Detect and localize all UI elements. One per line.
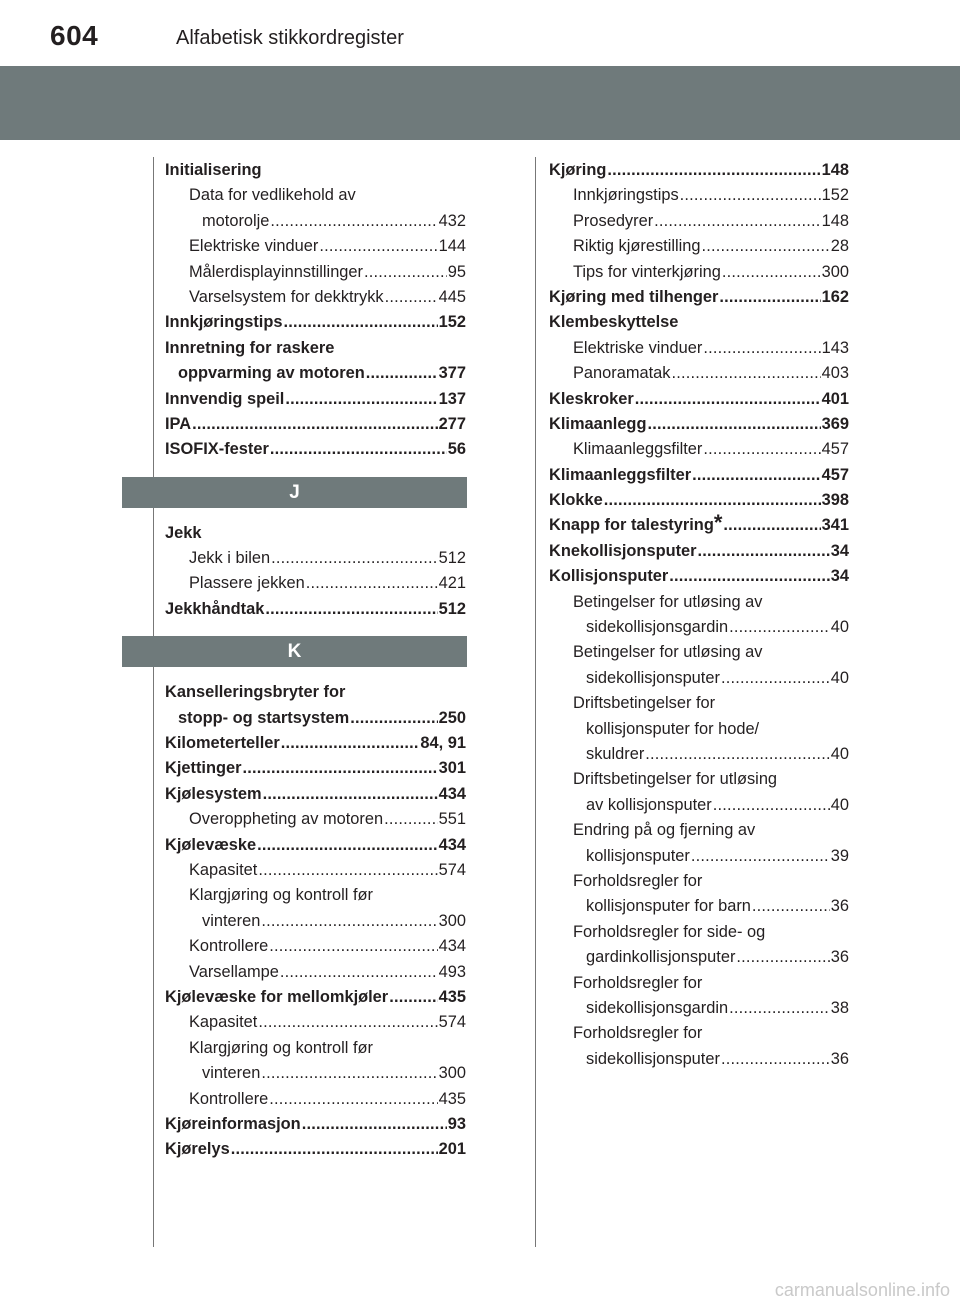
page-ref: 512 — [438, 549, 466, 568]
index-term: Jekkhåndtak — [165, 599, 265, 618]
dot-leader — [722, 260, 821, 285]
page-number: 604 — [50, 20, 99, 51]
page-ref: 148 — [821, 161, 849, 179]
dot-leader — [261, 1061, 437, 1086]
index-term: Riktig kjørestilling — [573, 237, 701, 256]
index-entry — [165, 680, 466, 705]
index-entry — [549, 615, 849, 640]
index-entry — [165, 209, 466, 234]
index-term: Driftsbetingelser for utløsing — [573, 770, 778, 789]
dot-leader — [270, 437, 447, 462]
index-term: Forholdsregler for — [573, 871, 703, 890]
page-ref: 40 — [830, 668, 849, 687]
page-ref: 551 — [438, 810, 466, 829]
index-entry — [165, 521, 466, 546]
header-title: Alfabetisk stikkordregister — [176, 27, 404, 49]
page-ref: 84, 91 — [420, 734, 466, 753]
page-ref: 36 — [830, 948, 849, 967]
page-ref: 143 — [821, 338, 849, 357]
index-entry — [165, 260, 466, 285]
index-term: Kjettinger — [165, 759, 242, 778]
index-term: Klimaanleggsfilter — [573, 440, 703, 459]
page-ref: 401 — [821, 389, 849, 408]
section-letter-k: K — [122, 636, 467, 667]
index-term: Prosedyrer — [573, 211, 654, 230]
section-letter-j: J — [122, 477, 467, 508]
dot-leader — [263, 782, 438, 807]
index-entry — [165, 387, 466, 412]
dot-leader — [647, 412, 820, 437]
column-divider-left — [153, 157, 154, 1247]
index-term: Betingelser for utløsing av — [573, 643, 763, 662]
page-ref: 435 — [438, 987, 466, 1006]
dot-leader — [645, 742, 829, 767]
index-entry — [549, 640, 849, 665]
page-ref: 300 — [438, 911, 466, 930]
index-term: Kleskroker — [549, 389, 634, 408]
dot-leader — [364, 260, 447, 285]
index-entry — [549, 412, 849, 437]
index-entry — [549, 894, 849, 919]
page-ref: 512 — [438, 599, 466, 618]
index-entry — [549, 717, 849, 742]
index-entry — [549, 793, 849, 818]
dot-leader — [607, 158, 820, 183]
index-entry — [165, 706, 466, 731]
index-term: Kontrollere — [189, 1089, 269, 1108]
index-term: Endring på og fjerning av — [573, 821, 756, 840]
index-entry — [165, 756, 466, 781]
page-ref: 277 — [438, 414, 466, 433]
index-term: IPA — [165, 414, 192, 433]
dot-leader — [389, 985, 437, 1010]
dot-leader — [669, 564, 829, 589]
dot-leader — [719, 285, 820, 310]
dot-leader — [702, 234, 830, 259]
dot-leader — [243, 756, 438, 781]
dot-leader — [604, 488, 821, 513]
page-ref: 40 — [830, 744, 849, 763]
dot-leader — [257, 833, 438, 858]
index-entry — [165, 310, 466, 335]
page-ref: 457 — [821, 440, 849, 459]
page-ref: 377 — [438, 364, 466, 383]
page-ref: 137 — [438, 389, 466, 408]
index-entry — [549, 336, 849, 361]
dot-leader — [281, 731, 420, 756]
page-ref: 36 — [830, 1049, 849, 1068]
dot-leader — [654, 209, 820, 234]
index-term: Kontrollere — [189, 937, 269, 956]
dot-leader — [698, 539, 830, 564]
index-entry — [549, 539, 849, 564]
dot-leader — [692, 463, 821, 488]
dot-leader — [261, 909, 437, 934]
page-ref: 152 — [821, 186, 849, 205]
index-term: Data for vedlikehold av — [189, 186, 356, 205]
index-entry — [549, 463, 849, 488]
index-entry — [165, 731, 466, 756]
index-term: gardinkollisjonsputer — [586, 948, 736, 967]
index-entry — [549, 742, 849, 767]
index-term: Initialisering — [165, 161, 262, 179]
page-ref: 250 — [438, 708, 466, 727]
page-ref: 432 — [438, 211, 466, 230]
page-ref: 493 — [438, 962, 466, 981]
index-entry — [549, 590, 849, 615]
index-entry — [165, 412, 466, 437]
index-entry — [549, 361, 849, 386]
dot-leader — [680, 183, 821, 208]
watermark: carmanualsonline.info — [774, 1280, 950, 1300]
page-ref: 341 — [821, 516, 849, 535]
index-entry — [549, 209, 849, 234]
dot-leader — [302, 1112, 447, 1137]
index-term: Elektriske vinduer — [189, 237, 319, 256]
page-ref: 152 — [438, 313, 466, 332]
index-term: Panoramatak — [573, 364, 671, 383]
page-ref: 162 — [821, 287, 849, 306]
index-term: Betingelser for utløsing av — [573, 592, 763, 611]
dot-leader — [723, 513, 820, 538]
index-entry — [165, 361, 466, 386]
index-entry — [165, 960, 466, 985]
index-entry — [549, 996, 849, 1021]
page-ref: 300 — [821, 262, 849, 281]
index-entry — [549, 818, 849, 843]
index-entry — [165, 1036, 466, 1061]
dot-leader — [269, 1087, 437, 1112]
page-ref: 36 — [830, 897, 849, 916]
index-term: Varsellampe — [189, 962, 279, 981]
index-entry — [549, 387, 849, 412]
dot-leader — [703, 437, 820, 462]
page-ref: 421 — [438, 574, 466, 593]
dot-leader — [285, 387, 437, 412]
page-ref: 574 — [438, 860, 466, 879]
page-ref: 398 — [821, 491, 849, 510]
page-ref: 40 — [830, 618, 849, 637]
header-band — [0, 66, 960, 140]
index-entry — [549, 234, 849, 259]
index-entry — [165, 285, 466, 310]
index-term: Klokke — [549, 491, 603, 510]
index-term: Klembeskyttelse — [549, 313, 679, 332]
page-ref: 301 — [438, 759, 466, 778]
page-ref: 34 — [830, 541, 849, 560]
page-ref: 201 — [438, 1140, 466, 1159]
index-entry — [549, 183, 849, 208]
index-entry — [549, 767, 849, 792]
dot-leader — [691, 844, 830, 869]
index-term: Kollisjonsputer — [549, 567, 669, 586]
dot-leader — [258, 1010, 437, 1035]
index-term: Tips for vinterkjøring — [573, 262, 721, 281]
dot-leader — [736, 945, 829, 970]
index-term: stopp- og startsystem — [178, 708, 350, 727]
page-ref: 93 — [447, 1114, 466, 1133]
index-term: Kjøring med tilhenger — [549, 287, 719, 306]
index-entry — [165, 571, 466, 596]
dot-leader — [258, 858, 437, 883]
page-ref: 435 — [438, 1089, 466, 1108]
index-entry — [549, 158, 849, 183]
index-entry — [165, 1087, 466, 1112]
page-ref: 40 — [830, 795, 849, 814]
index-entry — [165, 546, 466, 571]
page-ref: 39 — [830, 846, 849, 865]
index-entry — [549, 1021, 849, 1046]
index-entry — [165, 1137, 466, 1162]
dot-leader — [280, 960, 438, 985]
index-term: Driftsbetingelser for — [573, 694, 716, 713]
index-term: Kjølevæske — [165, 835, 257, 854]
index-term: skuldrer — [586, 744, 645, 763]
index-entry — [165, 807, 466, 832]
index-entry — [165, 782, 466, 807]
index-term: Klimaanleggsfilter — [549, 465, 692, 484]
index-term: Klargjøring og kontroll før — [189, 886, 374, 905]
index-entry — [165, 597, 466, 622]
index-entry — [549, 844, 849, 869]
index-entry — [549, 666, 849, 691]
index-entry — [165, 336, 466, 361]
index-term: vinteren — [202, 911, 261, 930]
index-term: Innvendig speil — [165, 389, 285, 408]
index-term: sidekollisjonsputer — [586, 1049, 720, 1068]
page-ref: 574 — [438, 1013, 466, 1032]
index-entry — [165, 858, 466, 883]
index-term: Kjørelys — [165, 1140, 230, 1159]
index-term: Kapasitet — [189, 860, 258, 879]
index-term: Innkjøringstips — [165, 313, 283, 332]
index-term: sidekollisjonsputer — [586, 668, 720, 687]
index-term: Knekollisjonsputer — [549, 541, 697, 560]
index-entry — [549, 437, 849, 462]
index-term: Forholdsregler for — [573, 973, 703, 992]
index-term: motorolje — [202, 211, 270, 230]
index-entry — [549, 564, 849, 589]
index-term: Jekk — [165, 523, 202, 542]
page-ref: 300 — [438, 1064, 466, 1083]
index-term: Innkjøringstips — [573, 186, 679, 205]
index-entry — [549, 869, 849, 894]
index-entry — [549, 971, 849, 996]
dot-leader — [721, 1047, 830, 1072]
page-ref: 369 — [821, 414, 849, 433]
index-entry — [549, 1047, 849, 1072]
column-divider-right — [535, 157, 536, 1247]
index-entry: Knapp for talestyring * ..... 341 — [549, 513, 849, 538]
dot-leader — [271, 546, 438, 571]
dot-leader — [729, 996, 830, 1021]
dot-leader — [729, 615, 830, 640]
index-term: Overoppheting av motoren — [189, 810, 384, 829]
index-term: Kanselleringsbryter for — [165, 683, 346, 702]
index-term: Kjølesystem — [165, 784, 262, 803]
page-ref: 434 — [438, 784, 466, 803]
index-term: Plassere jekken — [189, 574, 305, 593]
index-term: kollisjonsputer for barn — [586, 897, 751, 916]
index-column-right — [549, 158, 849, 1072]
index-term: Klimaanlegg — [549, 414, 647, 433]
dot-leader — [635, 387, 821, 412]
dot-leader — [752, 894, 830, 919]
index-term: Klargjøring og kontroll før — [189, 1038, 374, 1057]
index-entry — [165, 934, 466, 959]
dot-leader — [265, 597, 437, 622]
dot-leader — [703, 336, 820, 361]
index-term: Kapasitet — [189, 1013, 258, 1032]
dot-leader — [231, 1137, 438, 1162]
index-term: oppvarming av motoren — [178, 364, 365, 383]
index-term: Forholdsregler for — [573, 1024, 703, 1043]
page-ref: 457 — [821, 465, 849, 484]
index-entry — [549, 260, 849, 285]
dot-leader — [269, 934, 437, 959]
page-ref: 148 — [821, 211, 849, 230]
index-entry — [165, 158, 466, 183]
index-term: Forholdsregler for side- og — [573, 922, 766, 941]
index-term: vinteren — [202, 1064, 261, 1083]
dot-leader — [384, 807, 438, 832]
index-term: Målerdisplayinnstillinger — [189, 262, 363, 281]
index-entry — [549, 691, 849, 716]
dot-leader — [350, 706, 437, 731]
index-entry — [549, 945, 849, 970]
dot-leader — [713, 793, 830, 818]
index-entry — [165, 1061, 466, 1086]
index-term: ISOFIX-fester — [165, 440, 269, 459]
page-ref: 403 — [821, 364, 849, 383]
dot-leader — [366, 361, 438, 386]
index-term: Kilometerteller — [165, 734, 280, 753]
index-term: Knapp for talestyring — [549, 516, 714, 535]
index-column-left — [165, 158, 466, 1163]
dot-leader — [283, 310, 437, 335]
index-term: sidekollisjonsgardin — [586, 998, 729, 1017]
index-term: Kjøreinformasjon — [165, 1114, 301, 1133]
index-entry — [549, 285, 849, 310]
index-term: kollisjonsputer — [586, 846, 690, 865]
index-entry — [165, 1112, 466, 1137]
page-ref: 434 — [438, 835, 466, 854]
index-entry — [165, 234, 466, 259]
page-ref: 95 — [447, 262, 466, 281]
index-entry — [165, 883, 466, 908]
dot-leader — [721, 666, 830, 691]
index-entry — [165, 1010, 466, 1035]
page-ref: 445 — [438, 287, 466, 306]
index-entry — [165, 909, 466, 934]
index-term: Kjøring — [549, 161, 607, 179]
dot-leader — [270, 209, 437, 234]
index-term: kollisjonsputer for hode/ — [586, 719, 760, 738]
dot-leader — [192, 412, 438, 437]
dot-leader — [385, 285, 438, 310]
index-term: sidekollisjonsgardin — [586, 618, 729, 637]
index-entry — [549, 310, 849, 335]
index-term: Jekk i bilen — [189, 549, 271, 568]
index-term: Innretning for raskere — [165, 338, 335, 357]
index-entry — [165, 437, 466, 462]
dot-leader — [319, 234, 437, 259]
index-entry — [165, 183, 466, 208]
index-term: av kollisjonsputer — [586, 795, 712, 814]
index-term: Varselsystem for dekktrykk — [189, 287, 384, 306]
dot-leader — [672, 361, 821, 386]
index-entry — [165, 985, 466, 1010]
page-ref: 38 — [830, 998, 849, 1017]
page-ref: 144 — [438, 237, 466, 256]
index-term: Kjølevæske for mellomkjøler — [165, 987, 389, 1006]
page-ref: 56 — [447, 440, 466, 459]
page-ref: 434 — [438, 937, 466, 956]
index-term: Elektriske vinduer — [573, 338, 703, 357]
page-ref: 28 — [830, 237, 849, 256]
index-entry — [549, 488, 849, 513]
page-ref: 34 — [830, 567, 849, 586]
index-entry — [549, 920, 849, 945]
index-entry — [165, 833, 466, 858]
dot-leader — [306, 571, 438, 596]
